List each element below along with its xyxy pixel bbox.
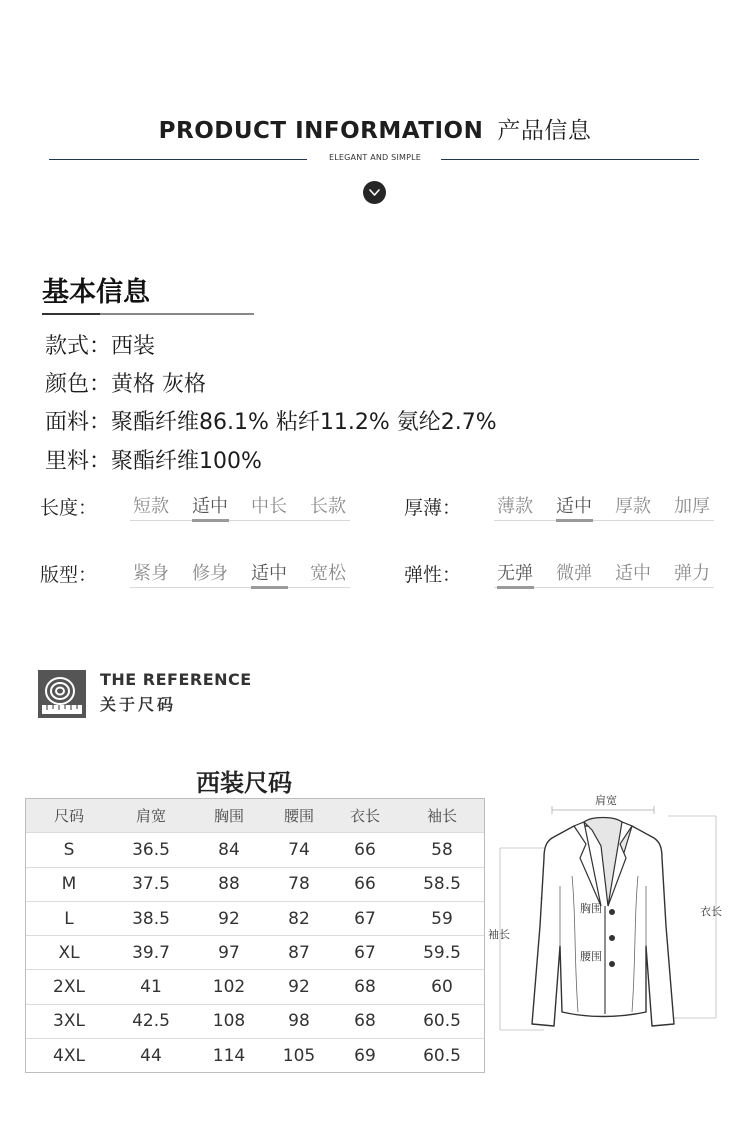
info-fabric: 面料：聚酯纤维86.1% 粘纤11.2% 氨纶2.7% — [45, 410, 497, 435]
table-cell: 78 — [288, 874, 310, 895]
table-cell: 97 — [218, 942, 240, 963]
attribute-track — [130, 587, 350, 588]
section-underline-accent — [42, 313, 100, 315]
table-cell: 60 — [431, 977, 453, 998]
table-cell: 68 — [354, 1011, 376, 1032]
table-cell: 66 — [354, 839, 376, 860]
size-table-title: 西装尺码 — [196, 769, 292, 797]
attribute-option: 适中 — [192, 496, 228, 517]
table-cell: 58.5 — [423, 874, 461, 895]
table-cell: 92 — [218, 908, 240, 929]
label-length: 衣长 — [700, 905, 722, 918]
table-cell: 67 — [354, 908, 376, 929]
table-cell: 60.5 — [423, 1045, 461, 1066]
size-table — [25, 798, 485, 1073]
attribute-option: 短款 — [133, 496, 169, 517]
label-sleeve: 袖长 — [488, 928, 510, 941]
info-style: 款式：西装 — [45, 334, 156, 359]
table-cell: 102 — [212, 977, 246, 998]
attribute-selected-marker — [251, 586, 288, 589]
attribute-label: 长度： — [40, 497, 98, 519]
table-cell: 36.5 — [132, 839, 170, 860]
attribute-option: 厚款 — [615, 496, 651, 517]
title-en: PRODUCT INFORMATION — [158, 118, 484, 144]
page-title — [0, 112, 750, 145]
table-header-row — [26, 799, 484, 832]
table-cell: 98 — [288, 1011, 310, 1032]
attribute-label: 厚薄： — [404, 497, 462, 519]
table-cell: 58 — [431, 839, 453, 860]
table-row — [26, 1038, 484, 1072]
attribute-option: 适中 — [615, 563, 651, 584]
attribute-selected-marker — [497, 586, 534, 589]
table-cell: 60.5 — [423, 1011, 461, 1032]
attribute-option: 加厚 — [674, 496, 710, 517]
measuring-tape-icon — [38, 670, 86, 718]
table-cell: 3XL — [53, 1011, 85, 1032]
table-header-cell: 胸围 — [213, 807, 244, 826]
table-cell: 41 — [140, 977, 162, 998]
table-cell: 114 — [212, 1045, 246, 1066]
table-row — [26, 969, 484, 1003]
table-cell: L — [64, 908, 74, 929]
table-cell: 82 — [288, 908, 310, 929]
table-cell: 92 — [288, 977, 310, 998]
attribute-selected-marker — [192, 519, 229, 522]
attribute-option: 宽松 — [310, 563, 346, 584]
chevron-down-icon — [363, 181, 386, 204]
table-cell: 87 — [288, 942, 310, 963]
table-cell: 66 — [354, 874, 376, 895]
attribute-option: 紧身 — [133, 563, 169, 584]
table-cell: S — [63, 839, 75, 860]
table-cell: 2XL — [53, 977, 85, 998]
header-subtitle: ELEGANT AND SIMPLE — [328, 153, 422, 162]
table-row — [26, 832, 484, 866]
table-cell: 59 — [431, 908, 453, 929]
table-cell: 68 — [354, 977, 376, 998]
table-cell: M — [61, 874, 77, 895]
table-cell: 84 — [218, 839, 240, 860]
attribute-option: 微弹 — [556, 563, 592, 584]
table-cell: 39.7 — [132, 942, 170, 963]
attribute-track — [494, 520, 714, 521]
table-header-cell: 尺码 — [53, 807, 84, 826]
table-cell: 108 — [212, 1011, 246, 1032]
attribute-label: 版型： — [40, 564, 98, 586]
attribute-option: 中长 — [251, 496, 287, 517]
reference-title-en: THE REFERENCE — [100, 670, 252, 689]
table-cell: XL — [58, 942, 80, 963]
table-cell: 74 — [288, 839, 310, 860]
attribute-option: 薄款 — [497, 496, 533, 517]
table-cell: 42.5 — [132, 1011, 170, 1032]
info-color: 颜色：黄格 灰格 — [45, 372, 206, 397]
table-cell: 67 — [354, 942, 376, 963]
table-cell: 4XL — [53, 1045, 85, 1066]
info-lining: 里料：聚酯纤维100% — [45, 449, 262, 474]
attribute-track — [130, 520, 350, 521]
label-shoulder: 肩宽 — [595, 794, 617, 807]
table-cell: 37.5 — [132, 874, 170, 895]
table-header-cell: 袖长 — [426, 807, 457, 826]
section-title-basic-info: 基本信息 — [42, 277, 150, 308]
label-chest: 胸围 — [580, 902, 602, 915]
table-header-cell: 衣长 — [349, 807, 380, 826]
attribute-option: 修身 — [192, 563, 228, 584]
attribute-option: 适中 — [556, 496, 592, 517]
table-row — [26, 1004, 484, 1038]
table-header-cell: 肩宽 — [135, 807, 166, 826]
reference-title-cn: 关于尺码 — [100, 695, 177, 714]
table-row — [26, 935, 484, 969]
attribute-label: 弹性： — [404, 564, 462, 586]
table-cell: 44 — [140, 1045, 162, 1066]
attribute-option: 弹力 — [674, 563, 710, 584]
table-cell: 59.5 — [423, 942, 461, 963]
title-cn: 产品信息 — [497, 118, 592, 144]
attribute-option: 适中 — [251, 563, 287, 584]
table-cell: 69 — [354, 1045, 376, 1066]
attribute-selected-marker — [556, 519, 593, 522]
table-header-cell: 腰围 — [283, 807, 314, 826]
table-row — [26, 867, 484, 901]
attribute-option: 长款 — [310, 496, 346, 517]
attribute-option: 无弹 — [497, 563, 533, 584]
table-cell: 88 — [218, 874, 240, 895]
table-cell: 105 — [282, 1045, 316, 1066]
label-waist: 腰围 — [580, 950, 602, 963]
table-row — [26, 901, 484, 935]
jacket-diagram — [488, 786, 738, 1046]
table-cell: 38.5 — [132, 908, 170, 929]
